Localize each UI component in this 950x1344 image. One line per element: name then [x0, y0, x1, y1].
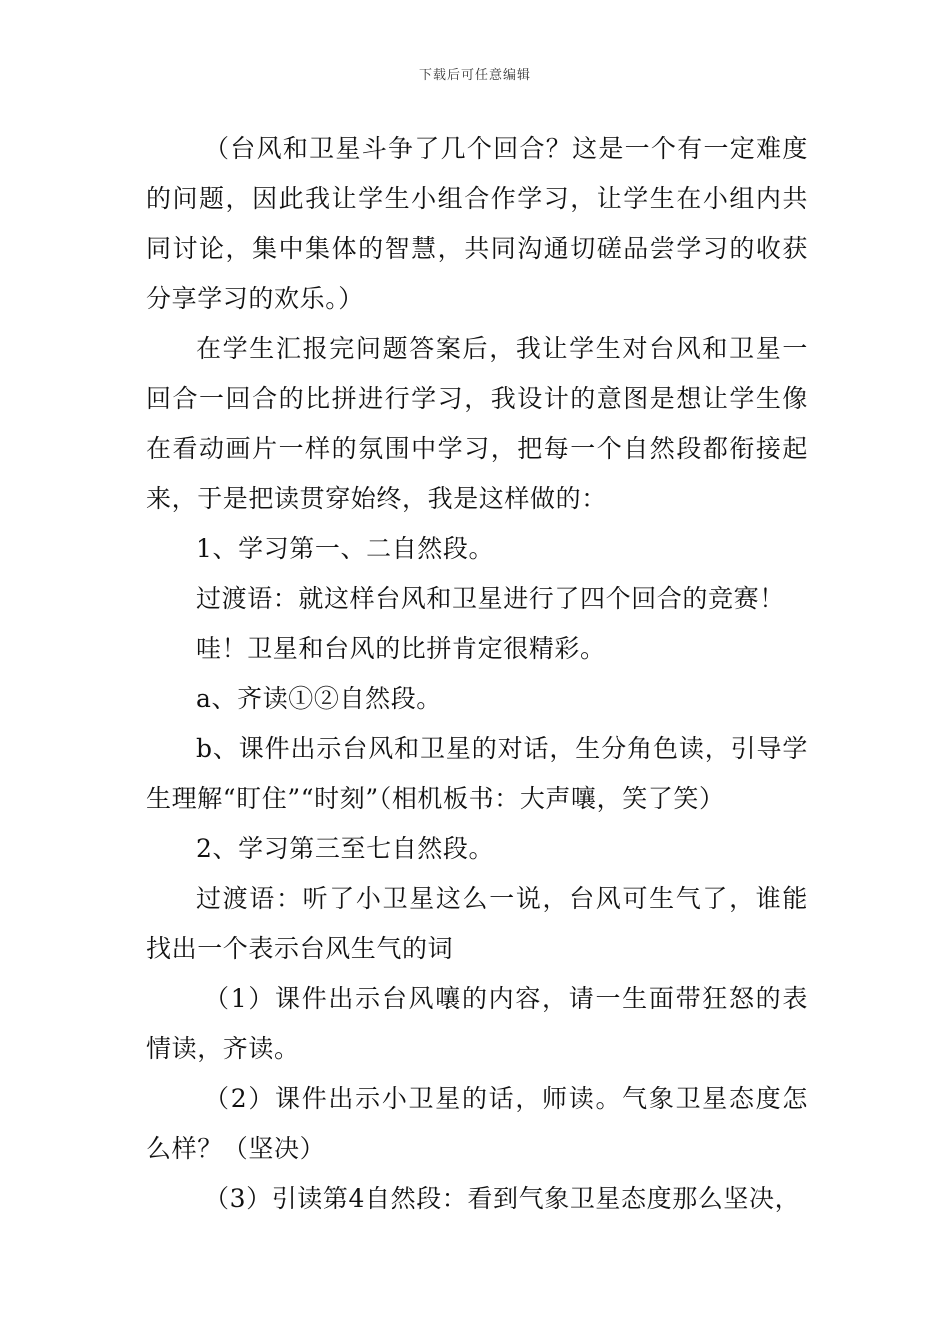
paragraph-4: 过渡语：就这样台风和卫星进行了四个回合的竞赛！: [196, 584, 785, 613]
paragraph-3: 1、学习第一、二自然段。: [196, 534, 495, 563]
paragraph-10: （1）课件出示台风嚷的内容，请一生面带狂怒的表情读，齐读。: [146, 984, 808, 1063]
paragraph-2: 在学生汇报完问题答案后，我让学生对台风和卫星一回合一回合的比拼进行学习，我设计的意图是想让学生像在看动画片一样的氛围中学习，把每一个自然段都衔接起来，于是把读贯穿始终，我是这样做的：: [146, 334, 808, 513]
paragraph-9: 过渡语：听了小卫星这么一说，台风可生气了，谁能找出一个表示台风生气的词: [146, 884, 808, 963]
document-body: [146, 124, 808, 1224]
paragraph-12: （3）引读第4自然段：看到气象卫星态度那么坚决，: [204, 1184, 801, 1213]
paragraph-5: 哇！卫星和台风的比拼肯定很精彩。: [196, 634, 606, 663]
page-header: 下载后可任意编辑: [418, 68, 531, 83]
paragraph-1: （台风和卫星斗争了几个回合？这是一个有一定难度的问题，因此我让学生小组合作学习，让学生在小组内共同讨论，集中集体的智慧，共同沟通切磋品尝学习的收获分享学习的欢乐。）: [146, 134, 808, 313]
paragraph-11: （2）课件出示小卫星的话，师读。气象卫星态度怎么样？（坚决）: [146, 1084, 808, 1163]
paragraph-7: b、课件出示台风和卫星的对话，生分角色读，引导学生理解“盯住”“时刻”（相机板书：大声嚷，笑了笑）: [146, 734, 808, 813]
paragraph-6: a、齐读①②自然段。: [196, 684, 442, 713]
paragraph-8: 2、学习第三至七自然段。: [196, 834, 495, 863]
